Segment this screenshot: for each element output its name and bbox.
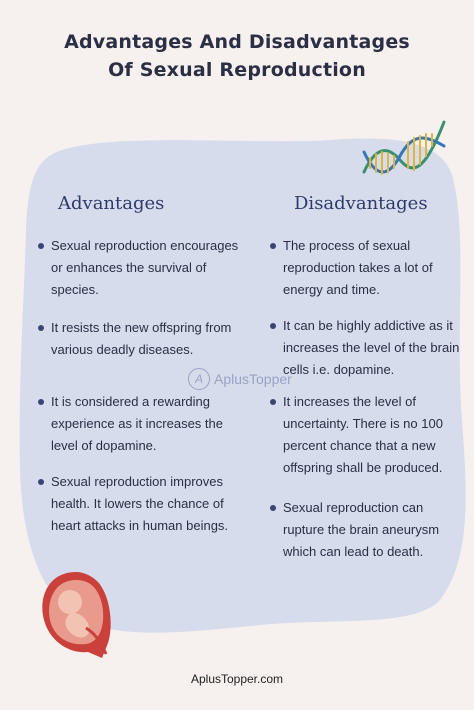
advantage-item: It resists the new offspring from various deadly diseases. <box>36 317 241 361</box>
disadvantage-item: It can be highly addictive as it increases the level of the brain cells i.e. dopamine. <box>268 315 465 381</box>
aplustopper-logo-icon: A <box>188 368 210 390</box>
advantages-column <box>36 193 239 533</box>
title-line-1: Advantages And Disadvantages <box>64 31 410 53</box>
advantage-item: Sexual reproduction improves health. It lowers the chance of heart attacks in human beings. <box>36 471 241 537</box>
disadvantage-item: It increases the level of uncertainty. There is no 100 percent chance that a new offspring shall be produced. <box>268 391 465 479</box>
advantage-item: It is considered a rewarding experience as it increases the level of dopamine. <box>36 391 241 457</box>
dna-helix-icon <box>358 112 450 192</box>
watermark-text: AplusTopper <box>214 371 292 387</box>
disadvantage-item: The process of sexual reproduction takes a lot of energy and time. <box>268 235 465 301</box>
advantage-item: Sexual reproduction encourages or enhances the survival of species. <box>36 235 241 301</box>
page-title <box>0 28 474 84</box>
title-line-2: Of Sexual Reproduction <box>108 59 366 81</box>
disadvantages-column <box>268 193 460 559</box>
fetus-in-womb-icon <box>36 568 116 660</box>
disadvantages-heading: Disadvantages <box>294 193 428 214</box>
advantages-heading: Advantages <box>58 193 165 214</box>
footer-url: AplusTopper.com <box>190 672 284 686</box>
aplustopper-watermark <box>188 368 292 390</box>
disadvantage-item: Sexual reproduction can rupture the brain aneurysm which can lead to death. <box>268 497 465 563</box>
